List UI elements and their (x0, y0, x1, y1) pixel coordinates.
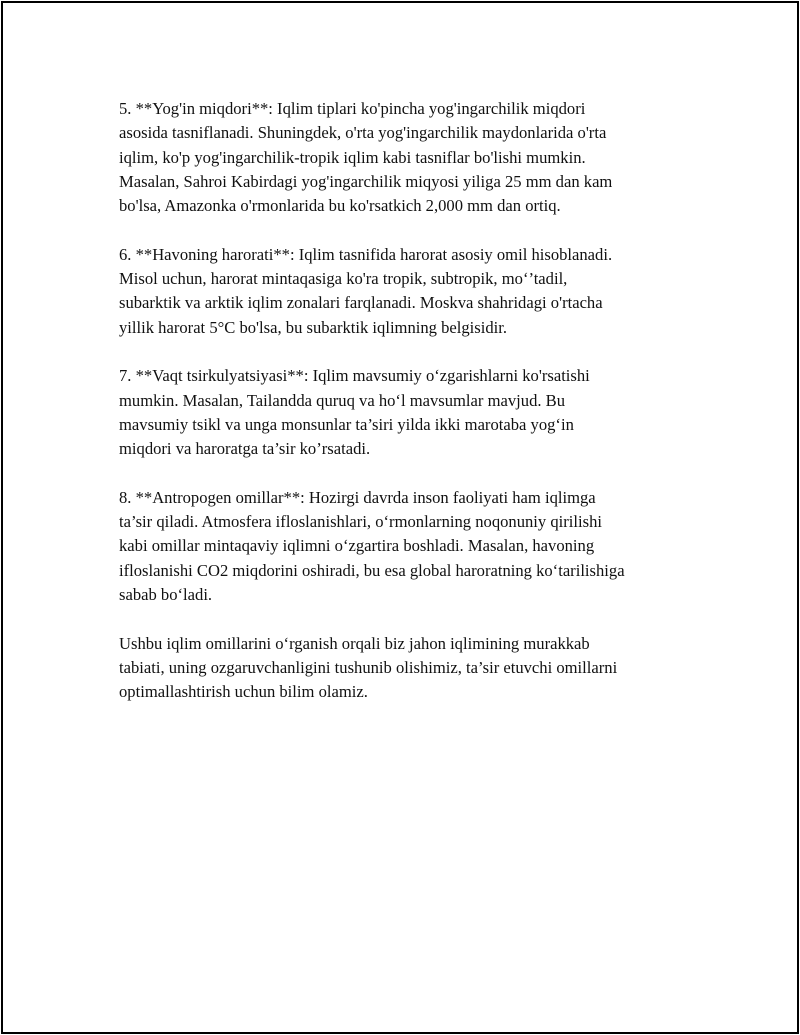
paragraph-conclusion: Ushbu iqlim omillarini o‘rganish orqali biz jahon iqlimining murakkab tabiati, uning ozgaruvchanligini tushunib olishimiz, ta’sir etuvchi omillarni optimallashtirish uchun bilim olamiz. (119, 633, 618, 702)
paragraph-time-circulation: 7. **Vaqt tsirkulyatsiyasi**: Iqlim mavsumiy o‘zgarishlarni ko'rsatishi mumkin. Masalan, Tailandda quruq va ho‘l mavsumlar mavjud. Bu mavsumiy tsikl va unga monsunlar ta’siri yilda ikki marotaba yog‘in miqdori va haroratga ta’sir ko’rsatadi. (119, 366, 590, 459)
paragraph-air-temperature: 6. **Havoning harorati**: Iqlim tasnifida harorat asosiy omil hisoblanadi. Misol uchun, harorat mintaqasiga ko'ra tropik, subtropik, mo‘’tadil, subarktik va arktik iqlim zonalari farqlanadi. Moskva shahridagi o'rtacha yillik harorat 5°C bo'lsa, bu subarktik iqlimning belgisidir. (119, 244, 613, 337)
paragraph-anthropogenic-factors: 8. **Antropogen omillar**: Hozirgi davrda inson faoliyati ham iqlimga ta’sir qiladi. Atmosfera ifloslanishlari, o‘rmonlarning noqonuniy qirilishi kabi omillar mintaqaviy iqlimni o‘zgartira boshladi. Masalan, havoning ifloslanishi CO2 miqdorini oshiradi, bu esa global haroratning ko‘tarilishiga sabab bo‘ladi. (119, 487, 625, 604)
page-body (119, 97, 689, 704)
page-frame (1, 1, 799, 1034)
paragraph-precipitation: 5. **Yog'in miqdori**: Iqlim tiplari ko'pincha yog'ingarchilik miqdori asosida tasniflanadi. Shuningdek, o'rta yog'ingarchilik maydonlarida o'rta iqlim, ko'p yog'ingarchilik-tropik iqlim kabi tasniflar bo'lishi mumkin. Masalan, Sahroi Kabirdagi yog'ingarchilik miqyosi yiliga 25 mm dan kam bo'lsa, Amazonka o'rmonlarida bu ko'rsatkich 2,000 mm dan ortiq. (119, 99, 613, 216)
